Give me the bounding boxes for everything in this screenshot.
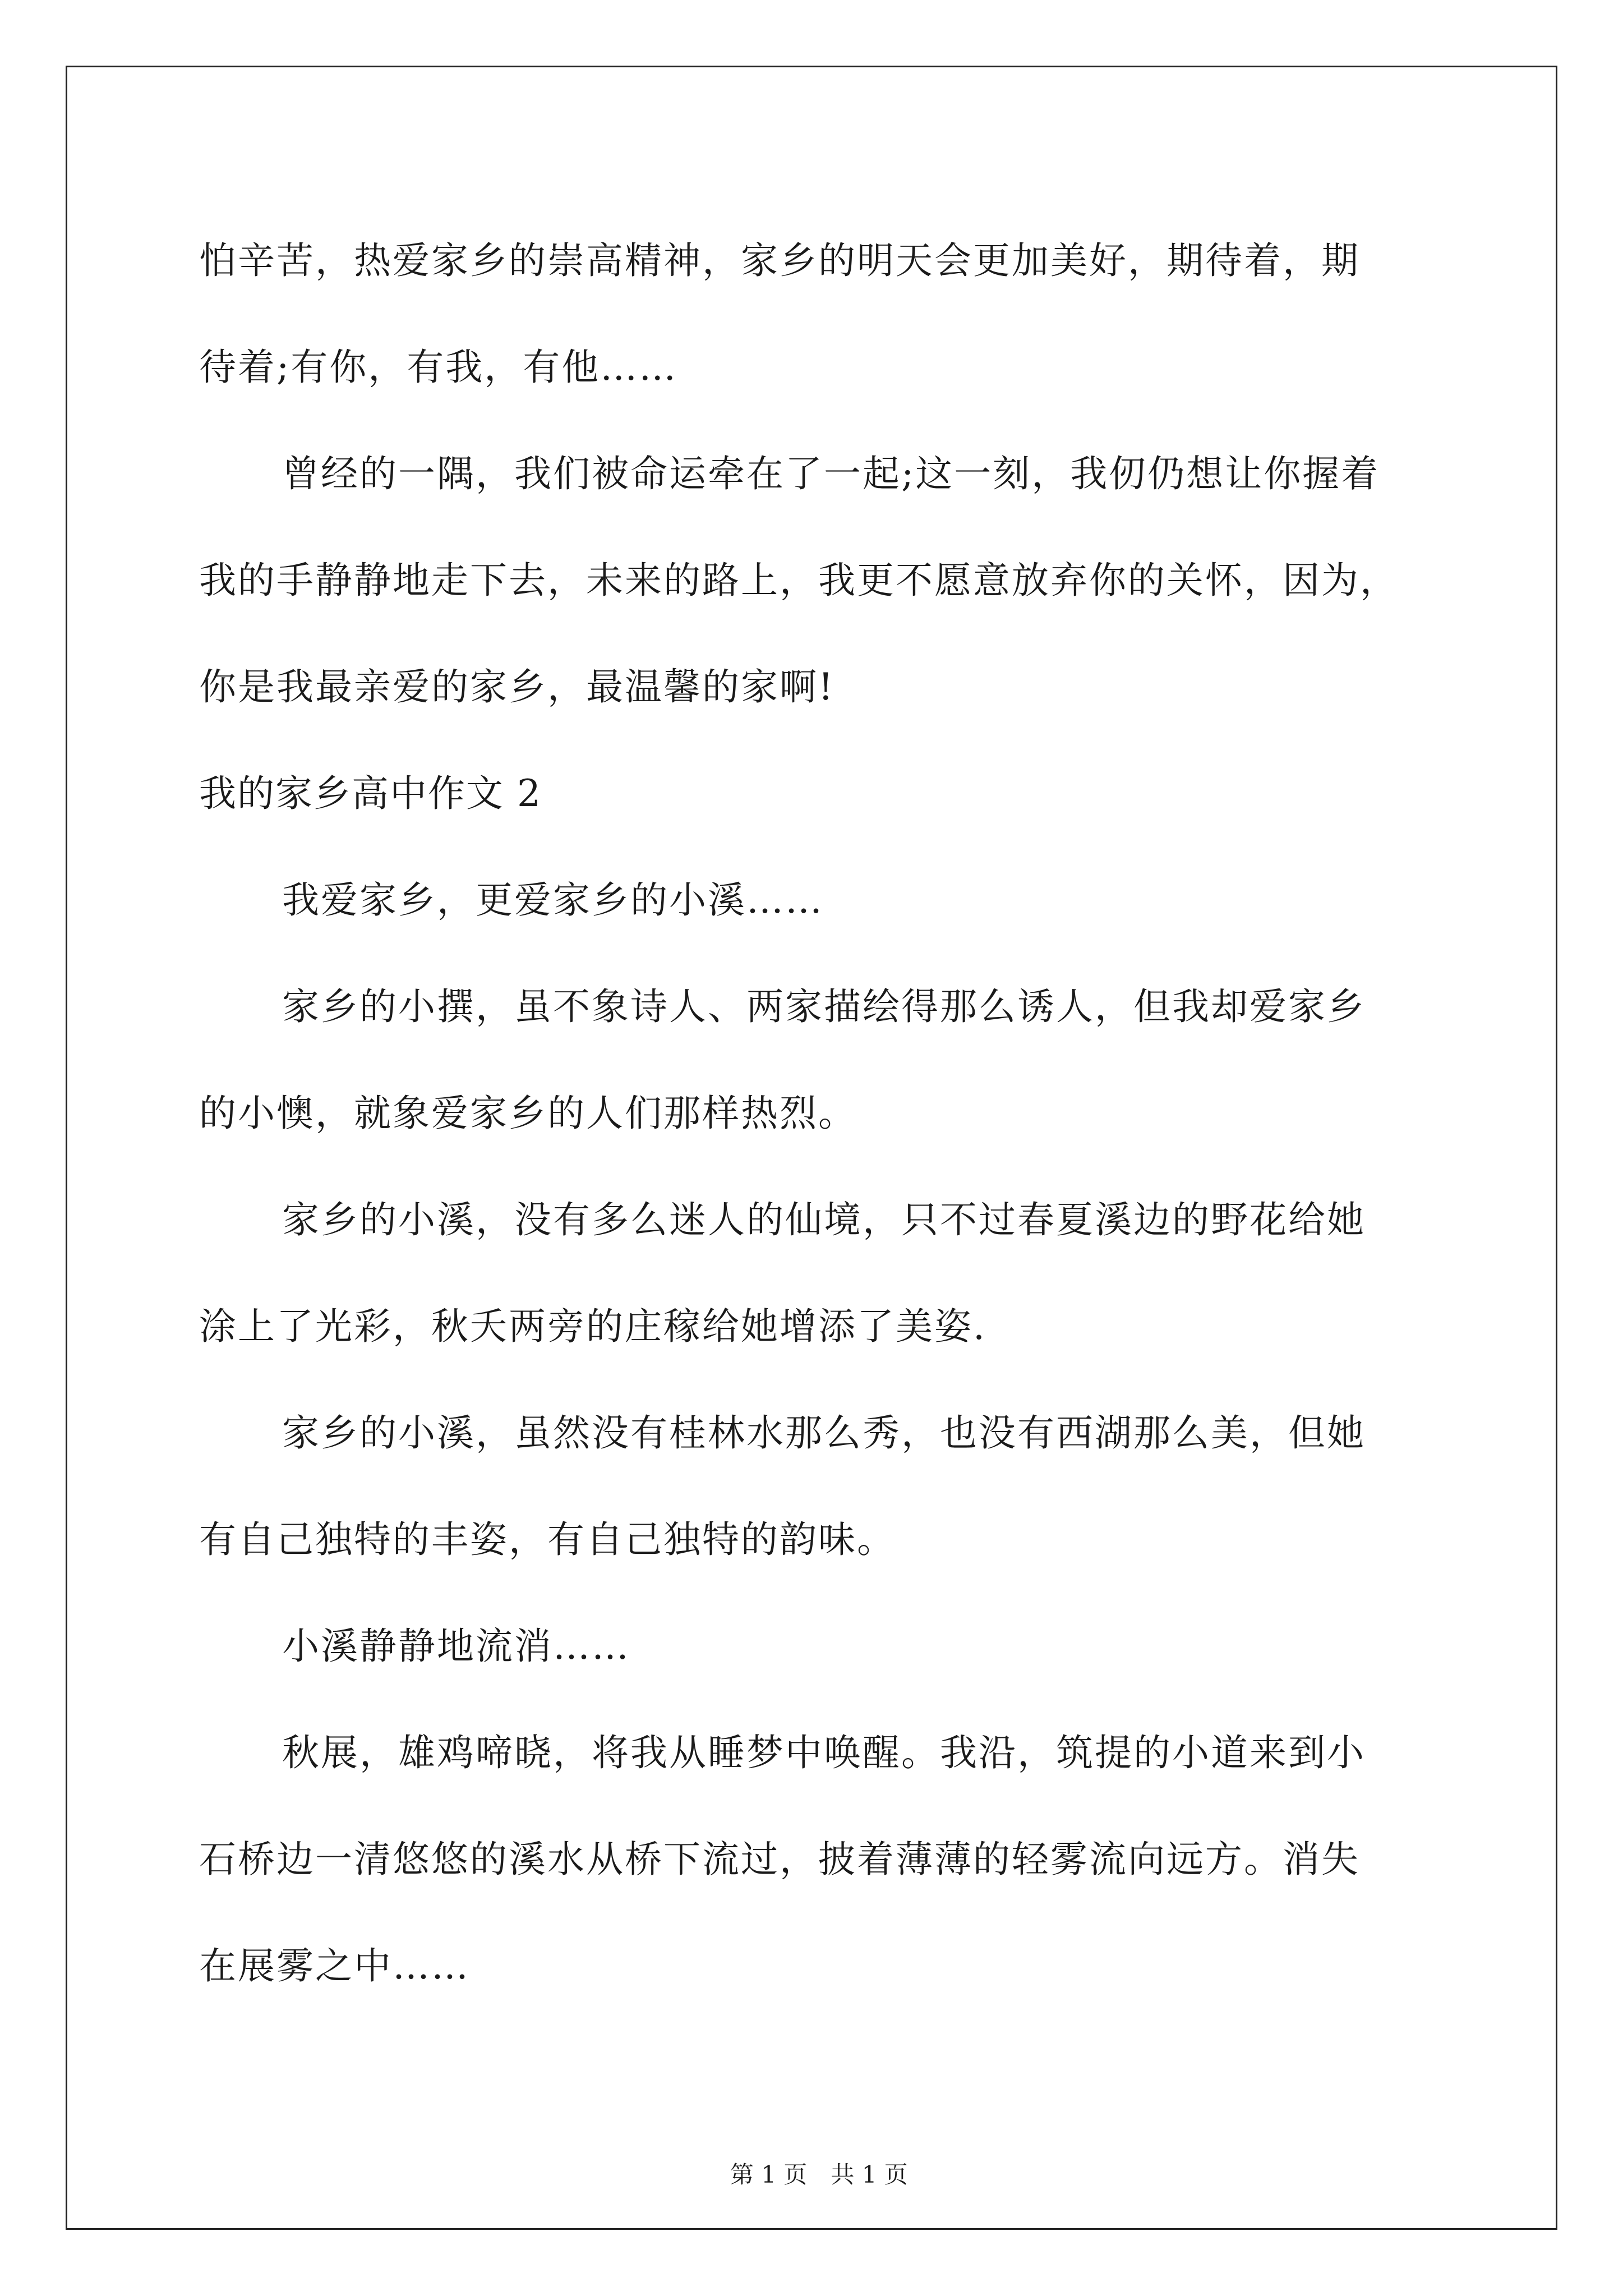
section-heading — [199, 740, 1430, 847]
text-line: 秋展，雄鸡啼晓，将我从睡梦中唤醒。我沿，筑提的小道来到小 — [282, 1731, 1366, 1774]
document-body — [199, 208, 1430, 2019]
text-line: 在展雾之中…… — [199, 1944, 470, 1987]
text-line: 家乡的小撰，虽不象诗人、两家描绘得那么诱人，但我却爱家乡 — [282, 985, 1366, 1028]
paragraph — [199, 421, 1430, 740]
paragraph — [199, 1700, 1430, 2019]
text-line: 家乡的小溪，没有多么迷人的仙境，只不过春夏溪边的野花给她 — [282, 1198, 1366, 1241]
text-line: 石桥边一清悠悠的溪水从桥下流过，披着薄薄的轻雾流向远方。消失 — [199, 1838, 1360, 1881]
text-line: 怕辛苦，热爱家乡的崇高精神，家乡的明天会更加美好，期待着，期 — [199, 239, 1360, 282]
text-line: 涂上了光彩，秋夭两旁的庄稼给她增添了美姿. — [199, 1305, 986, 1348]
text-line: 曾经的一隅，我们被命运牵在了一起;这一刻，我仞仍想让你握着 — [282, 452, 1380, 495]
section-title: 我的家乡高中作文 2 — [199, 772, 542, 815]
paragraph — [199, 847, 1430, 954]
page-footer — [0, 2129, 1623, 2190]
text-line: 小溪静静地流消…… — [282, 1625, 630, 1668]
text-line: 待着;有你，有我，有他…… — [199, 346, 678, 389]
paragraph — [199, 208, 1430, 421]
text-line: 的小懊，就象爱家乡的人们那样热烈。 — [199, 1092, 857, 1135]
text-line: 我爱家乡，更爱家乡的小溪…… — [282, 878, 824, 922]
text-line: 你是我最亲爱的家乡，最温馨的家啊! — [199, 665, 835, 708]
paragraph — [199, 954, 1430, 1167]
text-line: 家乡的小溪，虽然没有桂林水那么秀，也没有西湖那么美，但她 — [282, 1411, 1366, 1455]
text-line: 我的手静静地走下去，未来的路上，我更不愿意放弃你的关怀，因为， — [199, 559, 1399, 602]
text-line: 有自己独特的丰姿，有自己独特的韵味。 — [199, 1518, 896, 1561]
paragraph — [199, 1167, 1430, 1380]
paragraph — [199, 1593, 1430, 1700]
paragraph — [199, 1380, 1430, 1593]
page-number: 第 1 页 共 1 页 — [730, 2161, 908, 2188]
